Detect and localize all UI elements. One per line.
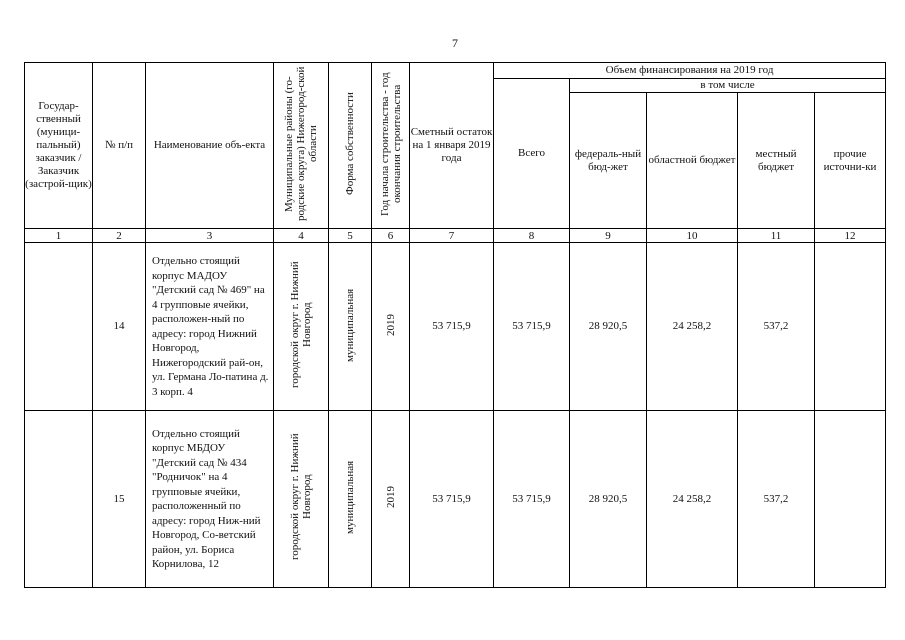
row-ownership-cell — [329, 243, 372, 411]
header-num: № п/п — [93, 63, 146, 229]
row-num: 15 — [93, 411, 146, 588]
column-number: 6 — [372, 229, 410, 243]
row-district-cell — [274, 411, 329, 588]
row-district: городской округ г. Нижний Новгород — [289, 433, 313, 561]
column-number: 4 — [274, 229, 329, 243]
row-regional: 24 258,2 — [647, 411, 738, 588]
row-ownership: муниципальная — [344, 460, 356, 534]
header-object-name: Наименование объ-екта — [146, 63, 274, 229]
header-years-cell — [372, 63, 410, 229]
header-customer: Государ-ственный (муници-пальный) заказчик / Заказчик (застрой-щик) — [25, 63, 93, 229]
column-number: 8 — [494, 229, 570, 243]
column-number: 11 — [738, 229, 815, 243]
column-number: 1 — [25, 229, 93, 243]
row-customer — [25, 243, 93, 411]
header-financing-group: Объем финансирования на 2019 год — [494, 63, 886, 79]
row-federal: 28 920,5 — [570, 243, 647, 411]
row-years: 2019 — [384, 486, 397, 508]
header-total: Всего — [494, 79, 570, 229]
header-other: прочие источни-ки — [815, 93, 886, 229]
row-other — [815, 243, 886, 411]
table-row — [25, 243, 886, 411]
row-estimated-balance: 53 715,9 — [410, 243, 494, 411]
row-regional: 24 258,2 — [647, 243, 738, 411]
row-ownership-cell — [329, 411, 372, 588]
column-number: 7 — [410, 229, 494, 243]
header-regional: областной бюджет — [647, 93, 738, 229]
column-number: 9 — [570, 229, 647, 243]
row-federal: 28 920,5 — [570, 411, 647, 588]
row-num: 14 — [93, 243, 146, 411]
row-ownership: муниципальная — [344, 287, 356, 362]
row-total: 53 715,9 — [494, 411, 570, 588]
row-local: 537,2 — [738, 243, 815, 411]
row-years: 2019 — [384, 313, 397, 336]
column-number: 5 — [329, 229, 372, 243]
row-object-name: Отдельно стоящий корпус МБДОУ "Детский сад № 434 "Родничок" на 4 групповые ячейки, расположенный по адресу: город Ниж-ний Новгород, Со-ветский район, ул. Бориса Корнилова, 12 — [146, 411, 274, 588]
header-local: местный бюджет — [738, 93, 815, 229]
row-district-cell — [274, 243, 329, 411]
row-years-cell — [372, 243, 410, 411]
row-object-name: Отдельно стоящий корпус МАДОУ "Детский сад № 469" на 4 групповые ячейки, расположен-ный по адресу: город Нижний Новгород, Нижегородский рай-он, ул. Германа Ло-патина д. 3 корп. 4 — [146, 243, 274, 411]
header-ownership: Форма собственности — [344, 92, 356, 195]
header-ownership-cell — [329, 63, 372, 229]
column-number: 10 — [647, 229, 738, 243]
row-customer — [25, 411, 93, 588]
financing-table — [24, 62, 886, 588]
table-row — [25, 411, 886, 588]
header-districts-cell — [274, 63, 329, 229]
row-district: городской округ г. Нижний Новгород — [289, 261, 313, 388]
row-local: 537,2 — [738, 411, 815, 588]
column-number: 3 — [146, 229, 274, 243]
header-years: Год начала строительства - год окончания строительства — [378, 71, 403, 216]
header-districts: Муниципальные районы (го-родские округа) Нижегород-ской области — [283, 66, 319, 221]
row-other — [815, 411, 886, 588]
header-federal: федераль-ный бюд-жет — [570, 93, 647, 229]
row-estimated-balance: 53 715,9 — [410, 411, 494, 588]
header-estimated-balance: Сметный остаток на 1 января 2019 года — [410, 63, 494, 229]
row-total: 53 715,9 — [494, 243, 570, 411]
column-number: 12 — [815, 229, 886, 243]
page-number: 7 — [452, 36, 458, 50]
row-years-cell — [372, 411, 410, 588]
header-including: в том числе — [570, 79, 886, 93]
column-number: 2 — [93, 229, 146, 243]
